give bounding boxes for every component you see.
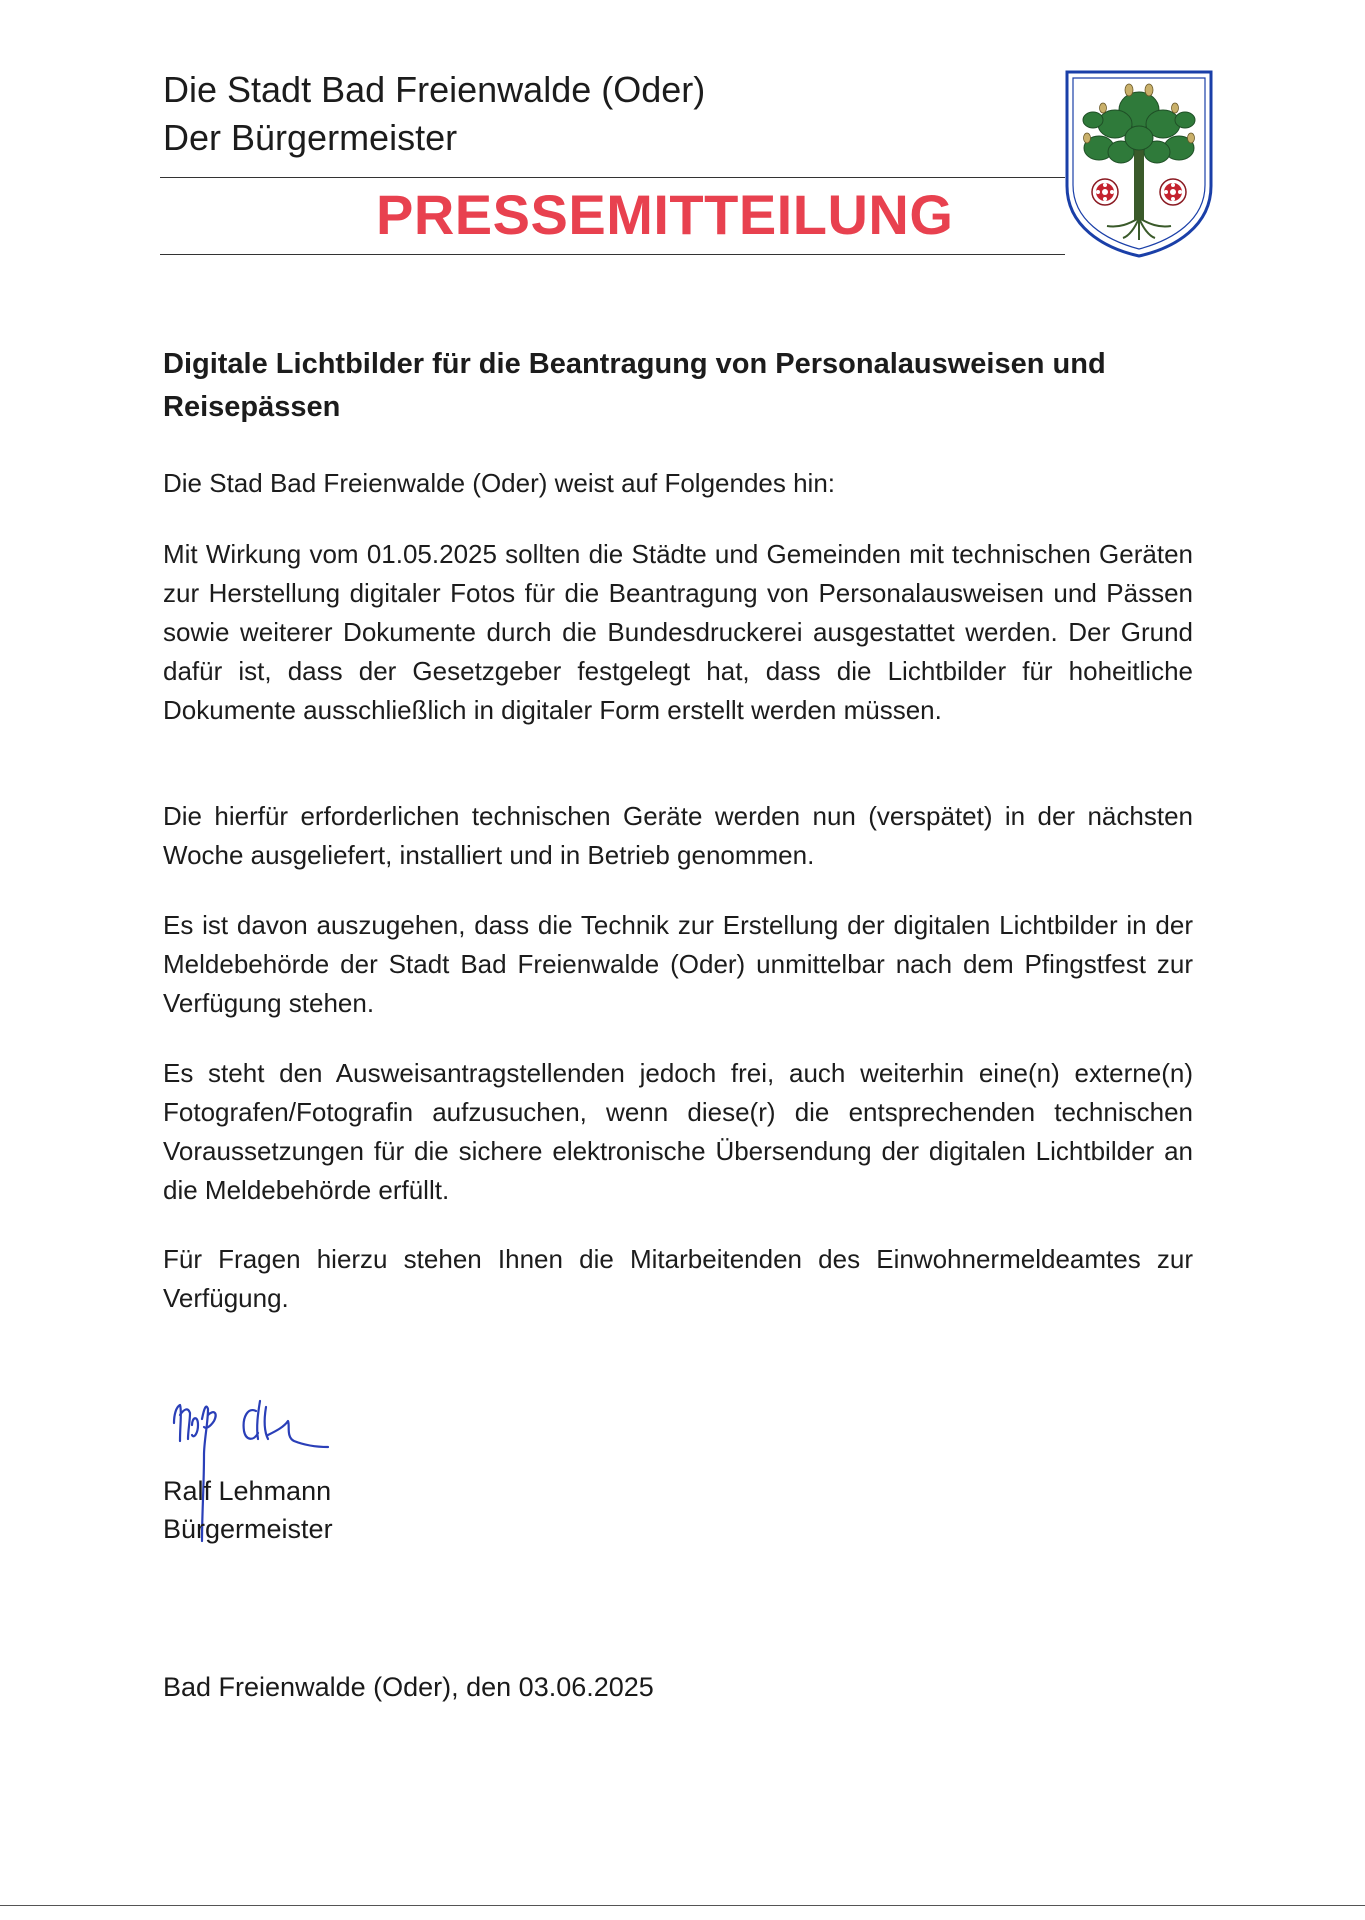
header-bottom-rule — [160, 254, 1065, 255]
office-name: Der Bürgermeister — [163, 117, 458, 158]
intro-paragraph: Die Stad Bad Freienwalde (Oder) weist auf Folgendes hin: — [163, 468, 836, 498]
footer-rule — [0, 1905, 1365, 1906]
coat-of-arms-oak-tree-icon — [1063, 68, 1215, 260]
body-paragraph-2: Die hierfür erforderlichen technischen Geräte werden nun (verspätet) in der nächsten Woche ausgeliefert, installiert und in Betrieb genommen. — [163, 801, 1193, 870]
city-name: Die Stadt Bad Freienwalde (Oder) — [163, 69, 706, 110]
body-paragraph-4: Es steht den Ausweisantragstellenden jedoch frei, auch weiterhin eine(n) externe(n) Fotografen/Fotografin aufzusuchen, wenn diese(r) die entsprechenden technischen Voraussetzungen für die sichere elektronische Übersendung der digitalen Lichtbilder an die Meldebehörde erfüllt. — [163, 1058, 1193, 1205]
place-and-date: Bad Freienwalde (Oder), den 03.06.2025 — [163, 1672, 654, 1702]
header-top-rule — [160, 177, 1065, 178]
signer-name: Ralf Lehmann — [163, 1476, 332, 1506]
body-paragraph-5: Für Fragen hierzu stehen Ihnen die Mitarbeitenden des Einwohnermeldeamtes zur Verfügung. — [163, 1244, 1193, 1313]
body-paragraph-3: Es ist davon auszugehen, dass die Technik zur Erstellung der digitalen Lichtbilder in der Meldebehörde der Stadt Bad Freienwalde (Oder) unmittelbar nach dem Pfingstfest zur Verfügung stehen. — [163, 910, 1193, 1018]
document-type-title: PRESSEMITTEILUNG — [376, 183, 954, 246]
signer-role: Bürgermeister — [163, 1514, 333, 1544]
body-paragraph-1: Mit Wirkung vom 01.05.2025 sollten die Städte und Gemeinden mit technischen Geräten zur Herstellung digitaler Fotos für die Beantragung von Personalausweisen und Pässen sowie weiterer Dokumente durch die Bundesdruckerei ausgestattet werden. Der Grund dafür ist, dass der Gesetzgeber festgelegt hat, dass die Lichtbilder für hoheitliche Dokumente ausschließlich in digitaler Form erstellt werden müssen. — [163, 539, 1193, 725]
press-release-headline: Digitale Lichtbilder für die Beantragung von Personalausweisen und Reisepässen — [163, 348, 1106, 423]
